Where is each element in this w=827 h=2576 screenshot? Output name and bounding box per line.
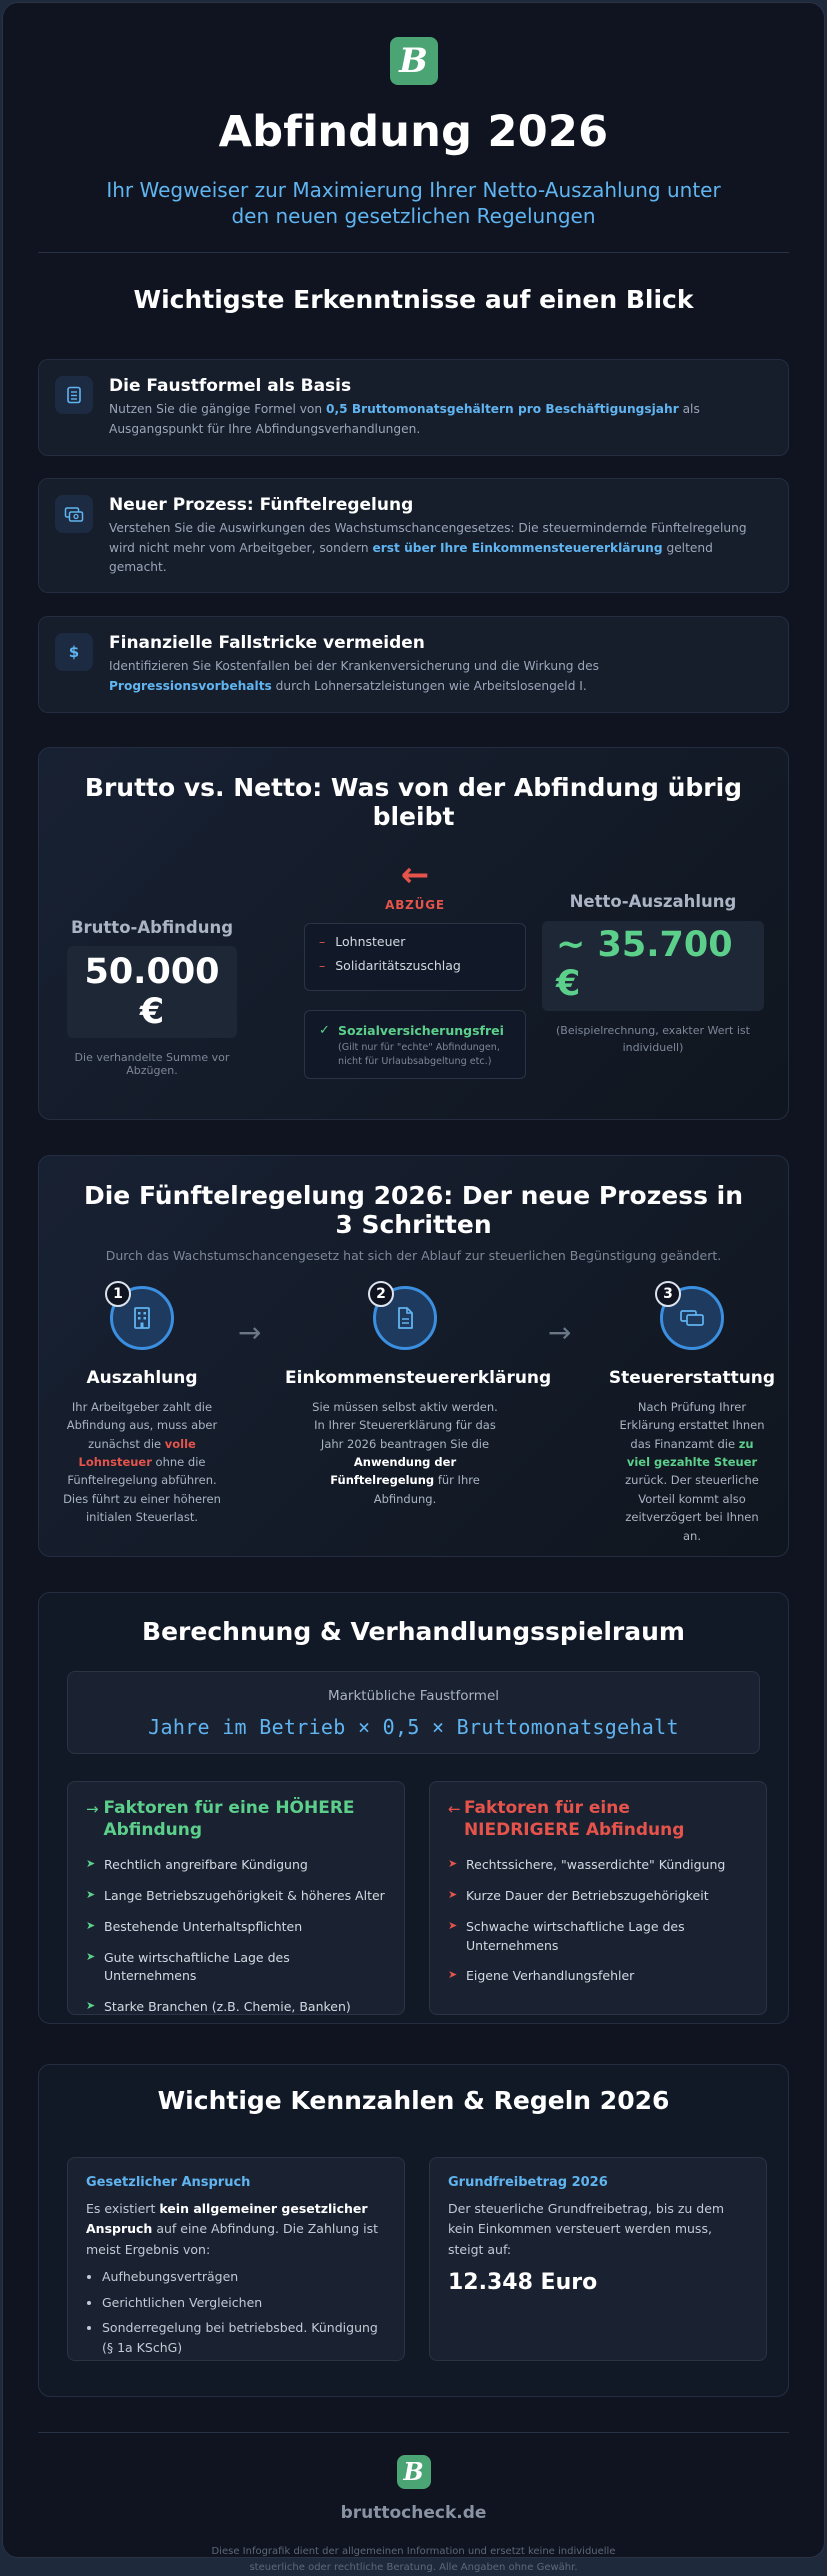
page-title: Abfindung 2026 <box>218 107 609 157</box>
infographic-page <box>2 2 825 2573</box>
formula-label: Marktübliche Faustformel <box>328 1687 499 1704</box>
insights-title: Wichtigste Erkenntnisse auf einen Blick <box>133 284 694 314</box>
higher-factors-title: Faktoren für eine HÖHERE Abfindung <box>103 1797 355 1840</box>
brutto-column <box>67 918 237 1077</box>
check-icon: ✓ <box>319 1022 330 1038</box>
gfb-text: Der steuerliche Grundfreibetrag, bis zu dem kein Einkommen versteuert werden muss, steigt auf: <box>448 2200 725 2257</box>
sv-box <box>304 1010 526 1079</box>
higher-factors-box <box>67 1781 405 2015</box>
footer-disclaimer: Diese Infografik dient der allgemeinen Information und ersetzt keine individuelle steuerliche oder rechtliche Beratung. Alle Angaben ohne Gewähr. <box>211 2545 616 2573</box>
step-title: Auszahlung <box>86 1367 198 1388</box>
arrow-right-icon: → <box>548 1315 572 1349</box>
arrow-left-icon: ← <box>400 854 430 895</box>
list-item: ➤ Bestehende Unterhaltspflichten <box>86 1918 303 1934</box>
minus-icon: – <box>319 957 326 973</box>
divider <box>38 252 789 253</box>
brutto-value: 50.000 € <box>67 946 237 1038</box>
chevron-right-icon: ➤ <box>448 1918 458 1932</box>
chevron-right-icon: ➤ <box>448 1857 458 1871</box>
gfb-value: 12.348 Euro <box>448 2270 598 2296</box>
lower-factors-box <box>429 1781 767 2015</box>
step-description: Nach Prüfung Ihrer Erklärung erstattet Ihnen das Finanzamt die zu viel gezahlte Steuer zurück. Der steuerliche Vorteil kommt also zeitverzögert bei Ihnen an. <box>619 1399 765 1543</box>
list-item: ➤ Kurze Dauer der Betriebszugehörigkeit <box>448 1888 709 1904</box>
arrow-left-icon: ← <box>448 1799 461 1818</box>
deductions-box <box>304 923 526 991</box>
money-transfer-icon <box>55 495 93 533</box>
chevron-right-icon: ➤ <box>86 1918 96 1932</box>
insight-title: Die Faustformel als Basis <box>109 375 352 396</box>
page-subtitle: Ihr Wegweiser zur Maximierung Ihrer Netto-Auszahlung unter den neuen gesetzlichen Regelungen <box>106 178 721 229</box>
netto-column <box>542 892 764 1056</box>
insight-card-pitfalls <box>38 616 789 713</box>
step-title: Einkommensteuererklärung <box>285 1367 552 1388</box>
chevron-right-icon: ➤ <box>448 1888 458 1902</box>
chevron-right-icon: ➤ <box>86 1857 96 1871</box>
list-item: ➤ Schwache wirtschaftliche Lage des Unternehmens <box>448 1918 685 1953</box>
insight-card-formula <box>38 359 789 456</box>
chevron-right-icon: ➤ <box>86 1888 96 1902</box>
deductions-label: ABZÜGE <box>385 897 445 912</box>
netto-label: Netto-Auszahlung <box>569 891 737 911</box>
step-1 <box>42 1286 242 1527</box>
brutto-netto-card <box>38 747 789 1120</box>
list-item: ➤ Gute wirtschaftliche Lage des Unternehmens <box>86 1949 290 1984</box>
list-item: ➤ Rechtlich angreifbare Kündigung <box>86 1857 308 1873</box>
list-item: ➤ Eigene Verhandlungsfehler <box>448 1968 635 1984</box>
list-item: ➤ Rechtssichere, "wasserdichte" Kündigung <box>448 1857 726 1873</box>
document-icon <box>392 1305 418 1331</box>
divider <box>38 2432 789 2433</box>
step-description: Sie müssen selbst aktiv werden. In Ihrer Steuererklärung für das Jahr 2026 beantragen Sie die Anwendung der Fünftelregelung für Ihre Abfindung. <box>312 1399 498 1506</box>
insight-title: Neuer Prozess: Fünftelregelung <box>109 494 414 515</box>
claim-title: Gesetzlicher Anspruch <box>86 2174 251 2190</box>
brutto-netto-title: Brutto vs. Netto: Was von der Abfindung übrig bleibt <box>84 772 743 831</box>
steps-title: Die Fünftelregelung 2026: Der neue Prozess in 3 Schritten <box>83 1180 744 1239</box>
deduction-item: – Lohnsteuer <box>319 933 406 949</box>
step-2 <box>285 1285 552 1508</box>
brand-logo <box>397 2455 431 2489</box>
steps-card <box>38 1155 789 1557</box>
dollar-icon: $ <box>55 633 93 671</box>
facts-card <box>38 2064 789 2397</box>
calc-title: Berechnung & Verhandlungsspielraum <box>142 1616 685 1646</box>
arrow-right-icon: → <box>238 1315 262 1349</box>
lower-factors-list <box>448 1856 748 1986</box>
insight-text: Nutzen Sie die gängige Formel von 0,5 Bruttomonatsgehältern pro Beschäftigungsjahr als Ausgangspunkt für Ihre Abfindungsverhandlungen. <box>109 401 700 436</box>
list-item: • Gerichtlichen Vergleichen <box>102 2293 386 2313</box>
insight-card-fuenftel <box>38 478 789 593</box>
brutto-label: Brutto-Abfindung <box>70 917 234 937</box>
hero <box>3 3 824 230</box>
footer <box>3 2455 824 2576</box>
building-icon <box>129 1305 155 1331</box>
calc-card <box>38 1592 789 2024</box>
formula-box <box>67 1671 760 1754</box>
deduction-item: – Solidaritätszuschlag <box>319 957 461 973</box>
step-number: 2 <box>368 1281 394 1307</box>
logo-letter: B <box>399 41 428 81</box>
gfb-title: Grundfreibetrag 2026 <box>448 2174 608 2190</box>
chevron-right-icon: ➤ <box>86 1949 96 1963</box>
step-3 <box>592 1286 792 1545</box>
step-number: 1 <box>105 1281 131 1307</box>
insight-text: Verstehen Sie die Auswirkungen des Wachstumschancengesetzes: Die steuermindernde Fünftelregelung wird nicht mehr vom Arbeitgeber, sondern erst über Ihre Einkommensteuererklärung geltend gemacht. <box>109 520 747 575</box>
formula-expression: Jahre im Betrieb × 0,5 × Bruttomonatsgehalt <box>148 1714 679 1739</box>
arrow-right-icon: → <box>86 1799 99 1818</box>
steps-subtitle: Durch das Wachstumschancengesetz hat sich der Ablauf zur steuerlichen Begünstigung geändert. <box>105 1248 722 1264</box>
insight-text: Identifizieren Sie Kostenfallen bei der Krankenversicherung und die Wirkung des Progressionsvorbehalts durch Lohnersatzleistungen wie Arbeitslosengeld I. <box>109 658 599 693</box>
step-title: Steuererstattung <box>608 1367 776 1388</box>
calculator-icon <box>55 376 93 414</box>
list-item: ➤ Starke Branchen (z.B. Chemie, Banken) <box>86 1999 351 2015</box>
claim-box <box>67 2157 405 2361</box>
facts-title: Wichtige Kennzahlen & Regeln 2026 <box>157 2085 670 2115</box>
deductions-column <box>304 854 526 1079</box>
footer-site-name: bruttocheck.de <box>340 2502 487 2523</box>
list-item: • Aufhebungsverträgen <box>102 2267 386 2287</box>
insight-title: Finanzielle Fallstricke vermeiden <box>109 632 425 653</box>
netto-note: (Beispielrechnung, exakter Wert ist individuell) <box>556 1024 750 1054</box>
step-number: 3 <box>655 1281 681 1307</box>
chevron-right-icon: ➤ <box>448 1968 458 1982</box>
grundfreibetrag-box <box>429 2157 767 2361</box>
money-return-icon <box>678 1305 706 1331</box>
logo-letter: B <box>403 2456 424 2486</box>
claim-list <box>86 2267 386 2358</box>
sv-title: Sozialversicherungsfrei <box>338 1022 504 1038</box>
step-description: Ihr Arbeitgeber zahlt die Abfindung aus, muss aber zunächst die volle Lohnsteuer ohne die Fünftelregelung abführen. Dies führt zu einer höheren initialen Steuerlast. <box>63 1399 221 1525</box>
minus-icon: – <box>319 933 326 949</box>
brand-logo <box>390 37 438 85</box>
lower-factors-title: Faktoren für eine NIEDRIGERE Abfindung <box>463 1797 685 1840</box>
higher-factors-list <box>86 1856 386 2017</box>
sv-note: (Gilt nur für "echte" Abfindungen, nicht für Urlaubsabgeltung etc.) <box>338 1041 500 1067</box>
list-item: • Sonderregelung bei betriebsbed. Kündigung (§ 1a KSchG) <box>102 2318 386 2359</box>
netto-value: ~ 35.700 € <box>542 921 764 1011</box>
chevron-right-icon: ➤ <box>86 1999 96 2013</box>
list-item: ➤ Lange Betriebszugehörigkeit & höheres Alter <box>86 1888 385 1904</box>
claim-text: Es existiert kein allgemeiner gesetzlicher Anspruch auf eine Abfindung. Die Zahlung ist meist Ergebnis von: <box>86 2200 378 2257</box>
brutto-note: Die verhandelte Summe vor Abzügen. <box>74 1050 230 1077</box>
